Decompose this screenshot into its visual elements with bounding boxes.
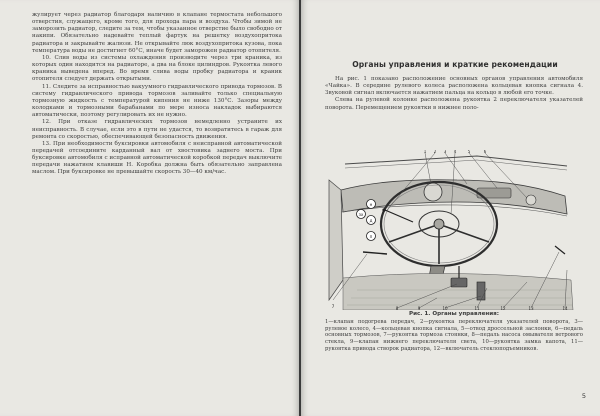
callout-number: 14 — [562, 306, 568, 310]
transmission-key-label: Н — [369, 203, 373, 207]
callout-number: 6 — [483, 150, 487, 154]
callout-number: 11 — [474, 306, 480, 310]
callout-number: 5 — [467, 150, 471, 154]
transmission-key-label: П — [369, 235, 373, 239]
dashboard-illustration — [327, 150, 577, 310]
callout-number: 1 — [423, 150, 427, 154]
left-paragraph: 11. Следите за исправностью вакуумного гидравлического привода тормозов. В систему гидравлического привода тормозов заливайте только специальную тормозную жидкость с температурой кипения не ниже 130°С. Зазоры между колодками и тормозными барабанами по мере износа накладок выбираются автоматически, поэтому регулировать их не нужно. — [32, 83, 282, 119]
caption-title: Рис. 1. Органы управления: — [408, 311, 500, 317]
callout-number: 9 — [417, 306, 421, 310]
parking-brake-handle — [363, 252, 387, 254]
turn-signal-lever — [385, 210, 413, 222]
left-page-text — [32, 12, 282, 177]
callout-number: 12 — [500, 306, 506, 310]
section-heading: Органы управления и краткие рекомендации — [352, 60, 558, 69]
callout-number: 8 — [395, 306, 399, 310]
left-paragraph: 10. Слив воды из системы охлаждения производите через три краника, из которых один находится на радиаторе, а два на блоке цилиндров. Рукоятка левого краника выведена вперед. Во время слива воды пробку радиатора и краник отопителя следует держать открытыми. — [32, 54, 282, 83]
right-paragraph: Слева на рулевой колонке расположена рукоятка 2 переключателя указателей поворота. Перемещением рукоятки в нижнее поло- — [325, 97, 583, 111]
figure-caption — [325, 311, 583, 353]
left-paragraph: 12. При отказе гидравлических тормозов немедленно устраните их неисправность. В случае, если это в пути не удастся, то возвратитесь в гараж для ремонта со скоростью, обеспечивающей безопасность движения. — [32, 119, 282, 140]
window-switch — [555, 246, 565, 254]
callout-number: 7 — [331, 304, 335, 309]
right-paragraph: На рис. 1 показано расположение основных органов управления автомобиля «Чайка». В середине рулевого колеса расположена кольцевая кнопка сигнала 4. Звуковой сигнал включается нажатием пальца на кольцо в любой его точке. — [325, 76, 583, 97]
left-paragraph: 13. При необходимости буксировки автомобиля с неисправной автоматической передачей отсоедините карданный вал от хвостовика заднего моста. При буксировке автомобиля с исправной автоматической коробкой передач выключите передачи нажатием клавиши Н. Коробка должна быть обязательно заправлена маслом. При буксировке не превышайте скорость 30—40 км/час. — [32, 140, 282, 176]
steering-hub — [434, 219, 444, 229]
left-page — [0, 0, 299, 416]
callout-number: 3 — [443, 150, 447, 154]
transmission-key-label: ЗХ — [358, 213, 364, 217]
callout-number: 13 — [528, 306, 534, 310]
callout-number: 10 — [442, 306, 448, 310]
clock-gauge — [526, 195, 536, 205]
right-page — [301, 0, 600, 416]
caption-text: 1—клапан подогрева передач, 2—рукоятка переключателя указателей поворота, 3—рулевое колесо, 4—кольцевая кнопка сигнала, 5—отвод дроссельной заслонки, 6—педаль основных тормозов, 7—рукоятка тормоза стоянки, 8—педаль насоса омывателя ветрового стекла, 9—клапан нижнего переключателя света, 10—рукоятка замка капота, 11—рукоятка привода створок радиатора, 12—включатель стеклоподъемников. — [325, 318, 583, 352]
accelerator-pedal — [477, 282, 485, 300]
door-panel — [329, 180, 343, 300]
callout-number: 2 — [433, 150, 437, 154]
callout-number: 4 — [453, 150, 457, 154]
page-number: 5 — [581, 392, 586, 400]
right-page-text — [325, 76, 583, 112]
left-paragraph: жулирует через радиатор благодаря наличию в клапане термостата небольшого отверстия, служащего, кроме того, для прохода пара и воздуха. Чтобы зимой не заморозить радиатор, следите за тем, чтобы указанное отверстие было свободно от накипи. Обязательно надевайте теплый фартук на решетку воздухопритока радиатора и закрывайте жалюзи. Не открывайте люк воздухопритока кузова, пока температура воды не достигнет 60°С, иначе будет заморожен радиатор отопителя. — [32, 12, 283, 54]
windshield-frame — [345, 156, 567, 166]
transmission-key-label: Д — [369, 219, 373, 223]
